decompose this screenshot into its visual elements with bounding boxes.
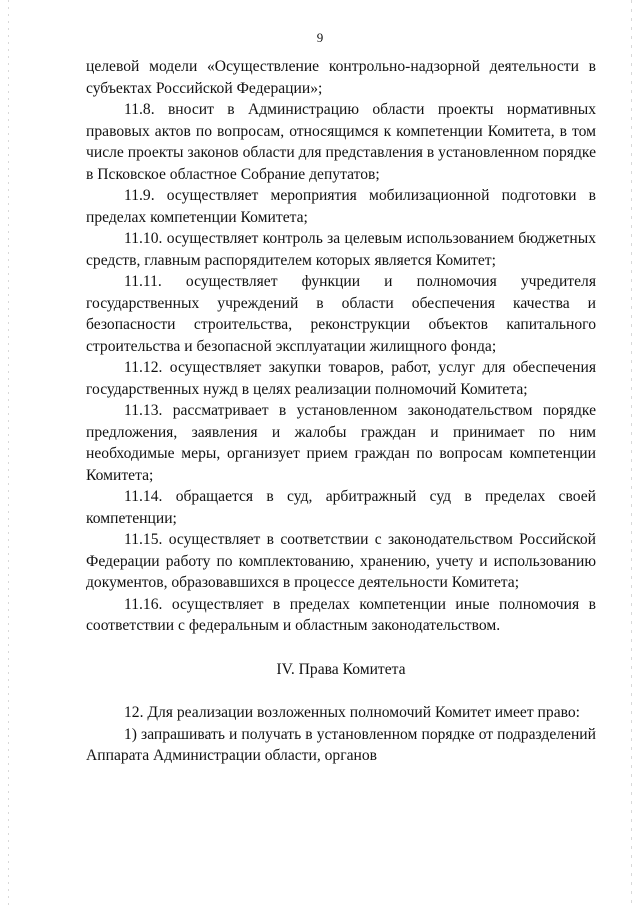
paragraph-11-12: 11.12. осуществляет закупки товаров, работ, услуг для обеспечения государственных нужд в целях реализации полномочий Комитета; [86, 359, 596, 398]
paragraph-11-10: 11.10. осуществляет контроль за целевым использованием бюджетных средств, главным распорядителем которых является Комитет; [86, 230, 596, 269]
paragraph-11-16: 11.16. осуществляет в пределах компетенции иные полномочия в соответствии с федеральным и областным законодательством. [86, 595, 596, 634]
paragraph-11-11: 11.11. осуществляет функции и полномочия учредителя государственных учреждений в области обеспечения качества и безопасности строительства, реконструкции объектов капитального строительства и безопасной эксплуатации жилищного фонда; [86, 273, 596, 355]
paragraph-11-14: 11.14. обращается в суд, арбитражный суд в пределах своей компетенции; [86, 488, 596, 527]
document-body [86, 56, 596, 767]
page-number: 9 [316, 30, 324, 45]
scan-edge-right [631, 0, 632, 905]
paragraph-11-8: 11.8. вносит в Администрацию области проекты нормативных правовых актов по вопросам, относящимся к компетенции Комитета, в том числе проекты законов области для представления в установленном порядке в Псковское областное Собрание депутатов; [86, 101, 596, 183]
paragraph-continuation: целевой модели «Осуществление контрольно-надзорной деятельности в субъектах Российской Федерации»; [86, 58, 596, 97]
paragraph-11-15: 11.15. осуществляет в соответствии с законодательством Российской Федерации работу по комплектованию, хранению, учету и использованию документов, образовавшихся в процессе деятельности Комитета; [86, 531, 596, 591]
paragraph-12: 12. Для реализации возложенных полномочий Комитет имеет право: [124, 704, 581, 721]
paragraph-11-9: 11.9. осуществляет мероприятия мобилизационной подготовки в пределах компетенции Комитета; [86, 187, 596, 226]
section-heading: IV. Права Комитета [276, 660, 406, 678]
paragraph-12-1: 1) запрашивать и получать в установленном порядке от подразделений Аппарата Администрации области, органов [86, 725, 596, 764]
scan-edge-left [8, 0, 9, 905]
paragraph-11-13: 11.13. рассматривает в установленном законодательством порядке предложения, заявления и жалобы граждан и принимает по ним необходимые меры, организует прием граждан по вопросам компетенции Комитета; [86, 402, 596, 484]
